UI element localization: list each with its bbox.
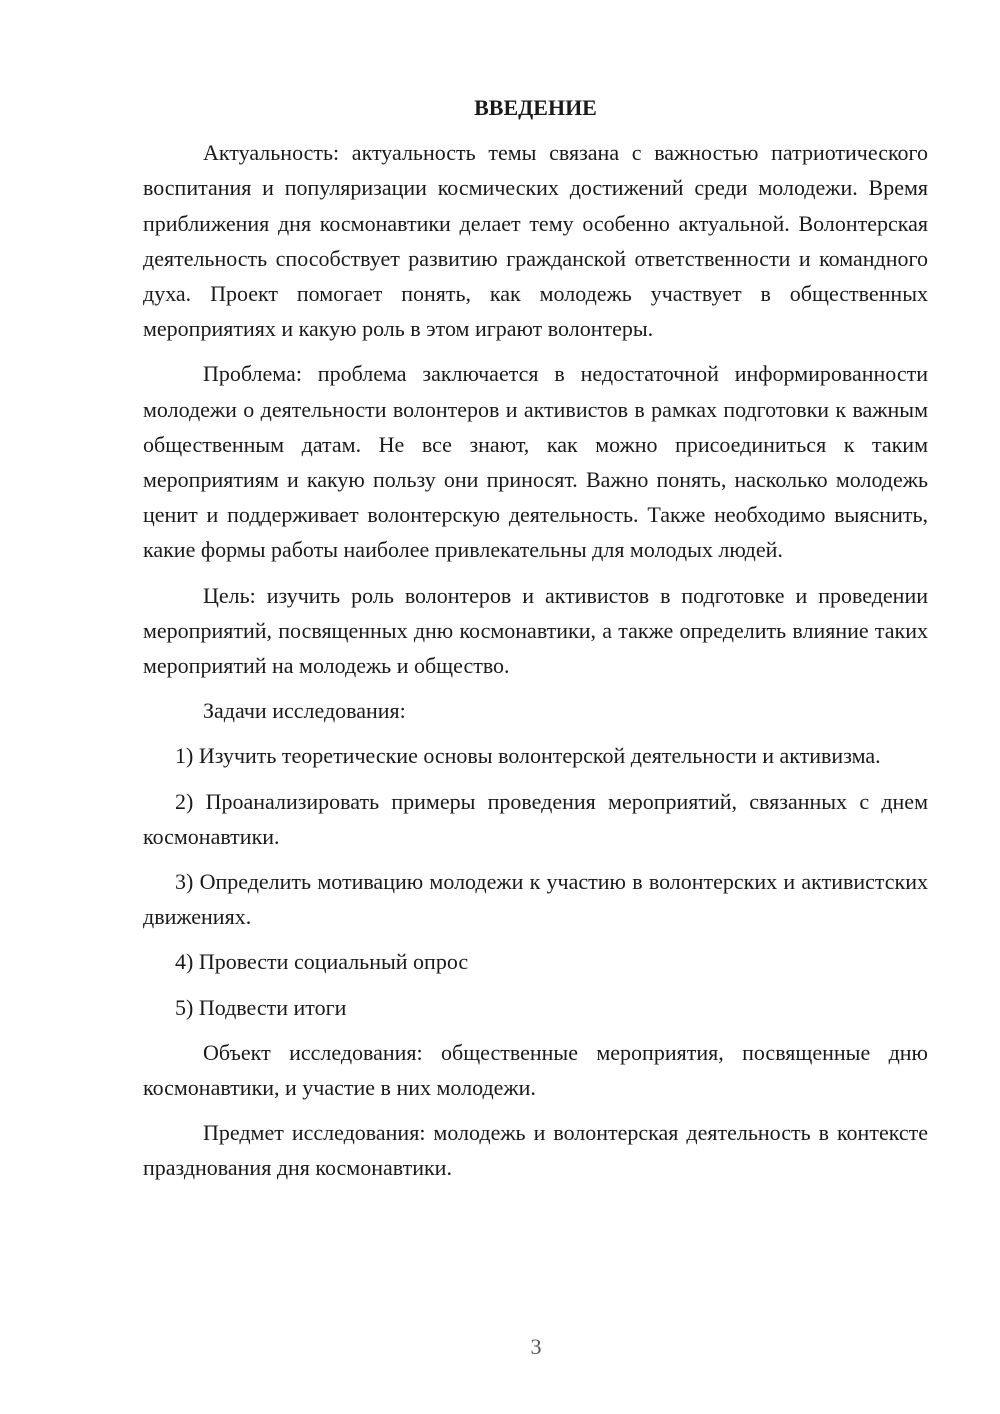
object-paragraph: Объект исследования: общественные мероприятия, посвященные дню космонавтики, и участие в них молодежи. bbox=[143, 1039, 928, 1101]
relevance-paragraph: Актуальность: актуальность темы связана с важностью патриотического воспитания и популяризации космических достижений среди молодежи. Время приближения дня космонавтики делает тему особенно актуальной. Волонтерская деятельность способствует развитию гражданской ответственности и командного духа. Проект помогает понять, как молодежь участвует в общественных мероприятиях и какую роль в этом играют волонтеры. bbox=[143, 140, 928, 342]
task-item-4: 4) Провести социальный опрос bbox=[175, 949, 469, 975]
task-item-3: 3) Определить мотивацию молодежи к участию в волонтерских и активистских движениях. bbox=[143, 869, 928, 930]
page-number: 3 bbox=[530, 1334, 542, 1359]
task-item-1: 1) Изучить теоретические основы волонтерской деятельности и активизма. bbox=[175, 743, 881, 769]
task-item-5: 5) Подвести итоги bbox=[175, 994, 347, 1020]
tasks-heading: Задачи исследования: bbox=[203, 698, 406, 724]
task-item-2: 2) Проанализировать примеры проведения мероприятий, связанных с днем космонавтики. bbox=[143, 788, 928, 849]
goal-paragraph: Цель: изучить роль волонтеров и активистов в подготовке и проведении мероприятий, посвященных дню космонавтики, а также определить влияние таких мероприятий на молодежь и общество. bbox=[143, 582, 928, 679]
page-body bbox=[143, 90, 928, 1196]
subject-paragraph: Предмет исследования: молодежь и волонтерская деятельность в контексте празднования дня космонавтики. bbox=[143, 1120, 928, 1181]
problem-paragraph: Проблема: проблема заключается в недостаточной информированности молодежи о деятельности волонтеров и активистов в рамках подготовки к важным общественным датам. Не все знают, как можно присоединиться к таким мероприятиям и какую пользу они приносят. Важно понять, насколько молодежь ценит и поддерживает волонтерскую деятельность. Также необходимо выяснить, какие формы работы наиболее привлекательны для молодых людей. bbox=[143, 361, 928, 563]
section-heading: ВВЕДЕНИЕ bbox=[474, 95, 597, 120]
